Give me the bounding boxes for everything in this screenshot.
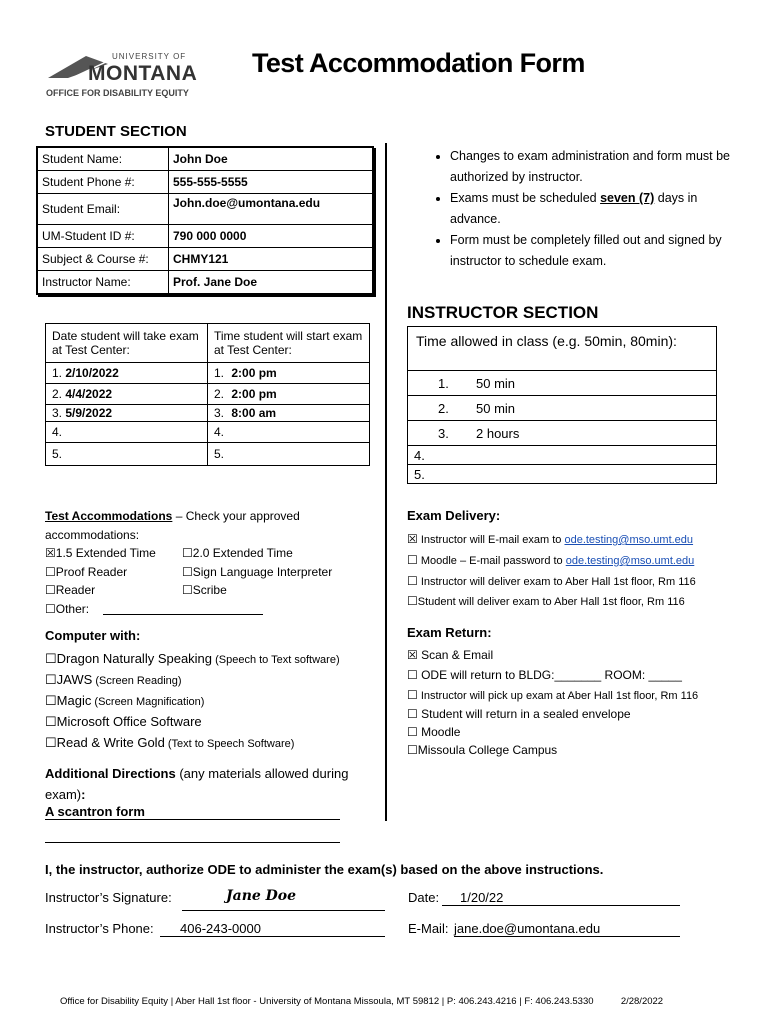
- accommodation-label: Sign Language Interpreter: [192, 565, 333, 579]
- student-field-label: Student Name:: [37, 147, 169, 171]
- time-value: 2:00 pm: [231, 387, 277, 401]
- student-info-table: [36, 146, 374, 295]
- computer-option[interactable]: [45, 693, 204, 709]
- time-value: [224, 447, 228, 461]
- student-field-label: UM-Student ID #:: [37, 225, 169, 248]
- delivery-text: Moodle – E-mail password to: [417, 555, 566, 567]
- delivery-email-link[interactable]: ode.testing@mso.umt.edu: [565, 555, 695, 567]
- computer-note: (Text to Speech Software): [164, 738, 295, 750]
- checkbox-icon[interactable]: ☐: [182, 565, 193, 579]
- accommodations-heading: Test Accommodations: [45, 509, 173, 523]
- computer-label: JAWS: [56, 672, 93, 687]
- checkbox-icon[interactable]: ☐: [407, 553, 418, 567]
- checkbox-icon[interactable]: ☒: [45, 546, 56, 560]
- date-row: [46, 405, 370, 422]
- return-text: ODE will return to BLDG:_______ ROOM: _____: [417, 668, 682, 682]
- time-cell[interactable]: [208, 443, 370, 466]
- computer-note: (Screen Magnification): [91, 696, 205, 708]
- email-label: E-Mail:: [408, 921, 453, 936]
- date-row: [46, 363, 370, 384]
- additional-blank-line: [45, 826, 340, 843]
- date-cell[interactable]: [46, 422, 208, 443]
- additional-colon: :: [81, 787, 86, 802]
- checkbox-icon[interactable]: ☒: [407, 648, 418, 662]
- checkbox-icon[interactable]: ☐: [45, 583, 56, 597]
- date-value: 2/10/2022: [65, 366, 119, 380]
- note-item: [450, 188, 750, 230]
- date-number: 5.: [52, 447, 63, 461]
- student-row: [37, 248, 373, 271]
- return-option[interactable]: [407, 725, 460, 739]
- checkbox-icon[interactable]: ☐: [45, 602, 56, 616]
- student-field-value[interactable]: Prof. Jane Doe: [169, 271, 374, 295]
- instructor-section-heading: INSTRUCTOR SECTION: [407, 303, 599, 322]
- column-divider: [385, 143, 387, 821]
- additional-directions: [45, 763, 375, 805]
- accommodation-label: 1.5 Extended Time: [55, 546, 156, 560]
- form-title: Test Accommodation Form: [252, 48, 585, 78]
- student-field-value[interactable]: 790 000 0000: [169, 225, 374, 248]
- computer-heading: Computer with:: [45, 628, 141, 643]
- return-option[interactable]: [407, 707, 631, 721]
- return-text: Moodle: [417, 725, 461, 739]
- checkbox-icon[interactable]: ☐: [407, 688, 418, 702]
- time-value: 8:00 am: [231, 406, 277, 420]
- note-text: Changes to exam administration and form must be authorized by instructor.: [450, 149, 730, 184]
- time-allowed-row: [408, 465, 717, 484]
- delivery-text: Instructor will deliver exam to Aber Hall 1st floor, Rm 116: [417, 576, 696, 588]
- accommodation-option[interactable]: [45, 602, 89, 616]
- accommodation-option[interactable]: [182, 546, 293, 560]
- checkbox-icon[interactable]: ☐: [407, 594, 418, 608]
- delivery-text: Student will deliver exam to Aber Hall 1st floor, Rm 116: [417, 596, 685, 608]
- accommodation-label: Proof Reader: [55, 565, 128, 579]
- note-item: [450, 230, 750, 272]
- checkbox-icon[interactable]: ☐: [407, 725, 418, 739]
- time-number: 5.: [214, 447, 225, 461]
- time-number: 2.: [214, 387, 225, 401]
- time-number: 1.: [214, 366, 225, 380]
- student-field-value[interactable]: CHMY121: [169, 248, 374, 271]
- computer-note: (Screen Reading): [92, 675, 182, 687]
- student-row: [37, 225, 373, 248]
- university-logo: [46, 50, 206, 100]
- accommodations-block: [45, 507, 365, 545]
- accommodation-option[interactable]: [182, 565, 332, 579]
- computer-note: (Speech to Text software): [212, 654, 340, 666]
- time-cell[interactable]: [208, 384, 370, 405]
- delivery-email-link[interactable]: ode.testing@mso.umt.edu: [564, 534, 694, 546]
- computer-label: Dragon Naturally Speaking: [56, 651, 213, 666]
- time-number: 4.: [214, 425, 225, 439]
- time-allowed-header: Time allowed in class (e.g. 50min, 80min):: [408, 327, 717, 371]
- time-allowed-cell[interactable]: [408, 446, 717, 465]
- computer-option[interactable]: [45, 672, 182, 688]
- date-row: [46, 443, 370, 466]
- checkbox-icon[interactable]: ☐: [45, 693, 57, 708]
- notes-list: [430, 146, 750, 272]
- time-allowed-number: 5.: [414, 466, 425, 482]
- checkbox-icon[interactable]: ☐: [182, 546, 193, 560]
- student-field-value[interactable]: John Doe: [169, 147, 374, 171]
- student-field-label: Instructor Name:: [37, 271, 169, 295]
- accommodation-option[interactable]: [45, 546, 156, 560]
- logo-line3: OFFICE FOR DISABILITY EQUITY: [46, 88, 189, 98]
- student-row: [37, 194, 373, 225]
- time-allowed-row: [408, 396, 717, 421]
- signature-field[interactable]: [182, 888, 385, 911]
- date-value: 5/9/2022: [65, 406, 113, 420]
- date-number: 2.: [52, 387, 63, 401]
- time-value: [224, 425, 228, 439]
- delivery-option[interactable]: [407, 553, 694, 567]
- note-emphasis: seven (7): [600, 191, 655, 205]
- time-number: 3.: [214, 406, 225, 420]
- footer-text: Office for Disability Equity | Aber Hall 1st floor - University of Montana Missoula, MT 59812 | P: 406.243.4216 | F: 406.243.5330: [60, 996, 594, 1007]
- checkbox-icon[interactable]: ☐: [407, 668, 418, 682]
- return-option[interactable]: [407, 648, 493, 662]
- logo-line2: MONTANA: [88, 62, 198, 85]
- footer-date: 2/28/2022: [620, 996, 664, 1007]
- date-cell[interactable]: [46, 405, 208, 422]
- checkbox-icon[interactable]: ☐: [45, 651, 57, 666]
- student-field-label: Subject & Course #:: [37, 248, 169, 271]
- computer-label: Read & Write Gold: [56, 735, 165, 750]
- checkbox-icon[interactable]: ☐: [45, 735, 57, 750]
- accommodation-option[interactable]: [45, 565, 127, 579]
- accommodation-label: Scribe: [192, 583, 227, 597]
- time-allowed-cell[interactable]: [408, 396, 717, 421]
- time-allowed-cell[interactable]: [408, 371, 717, 396]
- student-row: [37, 271, 373, 295]
- return-text: Missoula College Campus: [417, 743, 558, 757]
- accommodation-label: Other:: [55, 602, 90, 616]
- time-allowed-value: 2 hours: [476, 425, 520, 441]
- date-number: 4.: [52, 425, 63, 439]
- other-blank-line: [103, 614, 263, 615]
- time-allowed-number: 1.: [438, 375, 449, 391]
- accommodation-option[interactable]: [45, 583, 95, 597]
- time-allowed-number: 3.: [438, 425, 449, 441]
- accommodation-label: Reader: [55, 583, 96, 597]
- student-field-label: Student Email:: [37, 194, 169, 225]
- date-column-header: Date student will take exam at Test Center:: [46, 324, 208, 363]
- time-allowed-table: [407, 326, 717, 484]
- time-value: 2:00 pm: [231, 366, 277, 380]
- student-row: [37, 171, 373, 194]
- signature-value: Jane Doe: [226, 888, 297, 904]
- return-text: Instructor will pick up exam at Aber Hall 1st floor, Rm 116: [417, 690, 699, 702]
- phone-field[interactable]: [160, 921, 385, 937]
- time-column-header: Time student will start exam at Test Center:: [208, 324, 370, 363]
- return-heading: Exam Return:: [407, 625, 492, 640]
- time-allowed-number: 2.: [438, 400, 449, 416]
- time-allowed-value: 50 min: [476, 400, 516, 416]
- phone-value: 406-243-0000: [180, 921, 261, 936]
- date-number: 1.: [52, 366, 63, 380]
- time-allowed-row: [408, 371, 717, 396]
- accommodation-label: 2.0 Extended Time: [192, 546, 293, 560]
- checkbox-icon[interactable]: ☐: [407, 574, 418, 588]
- date-label: Date:: [408, 890, 440, 905]
- delivery-option[interactable]: [407, 594, 685, 608]
- student-section-heading: STUDENT SECTION: [45, 123, 187, 140]
- return-option[interactable]: [407, 743, 557, 757]
- delivery-heading: Exam Delivery:: [407, 508, 501, 523]
- accommodation-option[interactable]: [182, 583, 227, 597]
- checkbox-icon[interactable]: ☐: [45, 672, 57, 687]
- note-text: Form must be completely filled out and signed by instructor to schedule exam.: [450, 233, 722, 268]
- computer-option[interactable]: [45, 651, 340, 667]
- checkbox-icon[interactable]: ☐: [45, 714, 57, 729]
- delivery-option[interactable]: [407, 532, 693, 546]
- note-text-end: days in advance.: [450, 191, 698, 226]
- date-cell[interactable]: [46, 443, 208, 466]
- return-text: Student will return in a sealed envelope: [417, 707, 631, 721]
- checkbox-icon[interactable]: ☐: [407, 743, 418, 757]
- authorization-statement: I, the instructor, authorize ODE to administer the exam(s) based on the above instructions.: [45, 862, 604, 877]
- checkbox-icon[interactable]: ☐: [407, 707, 418, 721]
- time-allowed-row: [408, 446, 717, 465]
- return-option[interactable]: [407, 688, 698, 702]
- time-allowed-row: [408, 421, 717, 446]
- return-text: Scan & Email: [417, 648, 494, 662]
- additional-heading: Additional Directions: [45, 766, 176, 781]
- additional-value: A scantron form: [45, 804, 340, 820]
- time-allowed-value: 50 min: [476, 375, 516, 391]
- return-option[interactable]: [407, 668, 682, 682]
- checkbox-icon[interactable]: ☒: [407, 532, 418, 546]
- computer-label: Magic: [56, 693, 92, 708]
- exam-dates-table: [45, 323, 370, 466]
- checkbox-icon[interactable]: ☐: [182, 583, 193, 597]
- time-allowed-cell[interactable]: [408, 421, 717, 446]
- time-cell[interactable]: [208, 363, 370, 384]
- checkbox-icon[interactable]: ☐: [45, 565, 56, 579]
- date-cell[interactable]: [46, 384, 208, 405]
- date-field[interactable]: [442, 890, 680, 906]
- note-text: Exams must be scheduled: [450, 191, 601, 205]
- date-cell[interactable]: [46, 363, 208, 384]
- accommodations-instruction: – Check your approved accommodations:: [45, 509, 300, 542]
- additional-instruction: (any materials allowed during exam): [45, 766, 349, 802]
- time-allowed-cell[interactable]: [408, 465, 717, 484]
- email-field[interactable]: [454, 921, 680, 937]
- footer: [60, 996, 663, 1007]
- email-value: jane.doe@umontana.edu: [454, 921, 601, 936]
- time-cell[interactable]: [208, 405, 370, 422]
- student-field-value[interactable]: 555-555-5555: [169, 171, 374, 194]
- date-row: [46, 384, 370, 405]
- computer-option[interactable]: [45, 735, 294, 751]
- note-item: [450, 146, 750, 188]
- time-allowed-number: 4.: [414, 447, 425, 463]
- computer-option[interactable]: [45, 714, 202, 730]
- student-field-value[interactable]: John.doe@umontana.edu: [169, 194, 374, 225]
- student-row: [37, 147, 373, 171]
- date-number: 3.: [52, 406, 63, 420]
- student-field-label: Student Phone #:: [37, 171, 169, 194]
- delivery-option[interactable]: [407, 574, 696, 588]
- logo-line1: UNIVERSITY OF: [112, 52, 187, 61]
- computer-label: Microsoft Office Software: [56, 714, 202, 729]
- date-row: [46, 422, 370, 443]
- date-value: 1/20/22: [460, 890, 504, 905]
- time-cell[interactable]: [208, 422, 370, 443]
- signature-label: Instructor’s Signature:: [45, 890, 172, 905]
- date-value: 4/4/2022: [65, 387, 113, 401]
- delivery-text: Instructor will E-mail exam to: [417, 534, 565, 546]
- phone-label: Instructor’s Phone:: [45, 921, 154, 936]
